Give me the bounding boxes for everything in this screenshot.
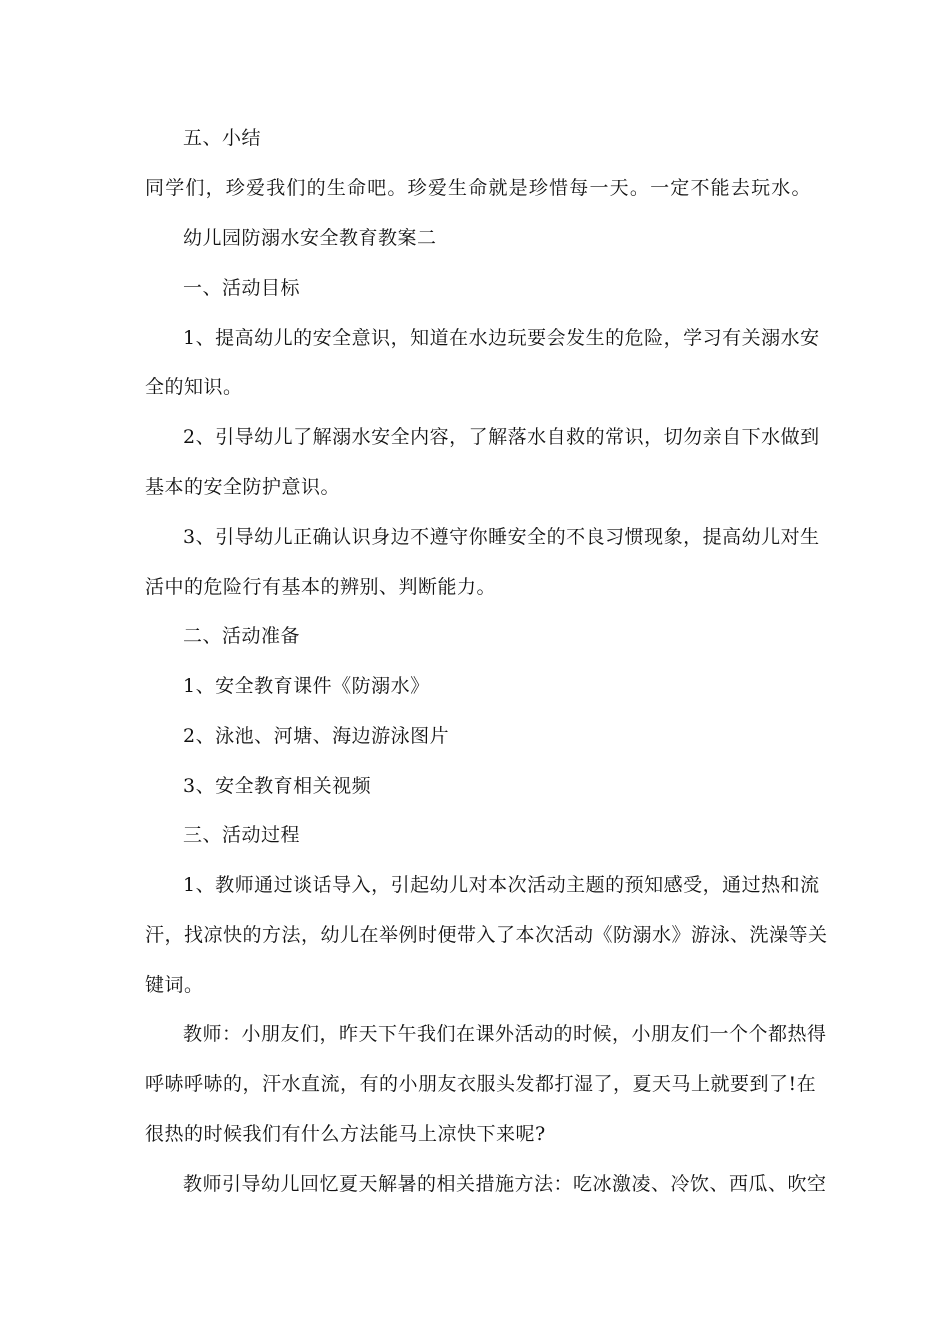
paragraph-line: 3、引导幼儿正确认识身边不遵守你睡安全的不良习惯现象，提高幼儿对生 (183, 526, 820, 548)
section-heading-preparation: 二、活动准备 (183, 625, 301, 647)
paragraph-line: 2、引导幼儿了解溺水安全内容，了解落水自救的常识，切勿亲自下水做到 (183, 426, 820, 448)
paragraph-line: 键词。 (145, 974, 204, 996)
list-item: 1、安全教育课件《防溺水》 (183, 675, 430, 697)
list-item: 3、安全教育相关视频 (183, 775, 372, 797)
paragraph-line: 全的知识。 (145, 376, 243, 398)
section-heading-process: 三、活动过程 (183, 824, 301, 846)
paragraph-line: 呼哧呼哧的，汗水直流，有的小朋友衣服头发都打湿了，夏天马上就要到了!在 (145, 1073, 817, 1095)
paragraph-line: 活中的危险行有基本的辨别、判断能力。 (145, 576, 497, 598)
paragraph-line: 同学们，珍爱我们的生命吧。珍爱生命就是珍惜每一天。一定不能去玩水。 (145, 177, 811, 199)
paragraph-line: 1、教师通过谈话导入，引起幼儿对本次活动主题的预知感受，通过热和流 (183, 874, 820, 896)
paragraph-line: 1、提高幼儿的安全意识，知道在水边玩要会发生的危险，学习有关溺水安 (183, 327, 820, 349)
paragraph-line: 教师引导幼儿回忆夏天解暑的相关措施方法：吃冰激凌、冷饮、西瓜、吹空 (183, 1173, 827, 1195)
paragraph-line: 基本的安全防护意识。 (145, 476, 341, 498)
list-item: 2、泳池、河塘、海边游泳图片 (183, 725, 450, 747)
document-subtitle: 幼儿园防溺水安全教育教案二 (183, 227, 437, 249)
paragraph-line: 很热的时候我们有什么方法能马上凉快下来呢? (145, 1123, 546, 1145)
paragraph-line: 汗，找凉快的方法，幼儿在举例时便带入了本次活动《防溺水》游泳、洗澡等关 (145, 924, 828, 946)
paragraph-line: 教师：小朋友们，昨天下午我们在课外活动的时候，小朋友们一个个都热得 (183, 1023, 827, 1045)
section-heading-goals: 一、活动目标 (183, 277, 301, 299)
section-heading-summary: 五、小结 (183, 127, 262, 149)
